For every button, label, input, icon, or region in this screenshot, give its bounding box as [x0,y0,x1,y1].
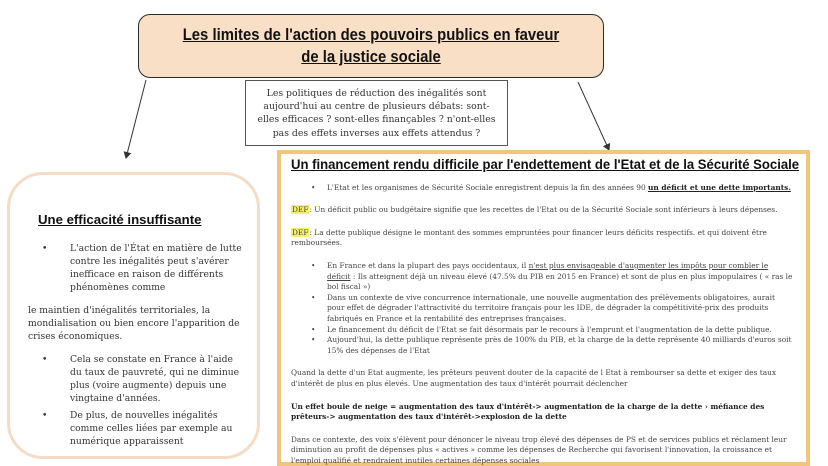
right-panel [277,150,810,466]
left-panel [7,172,260,459]
title-box [138,14,604,78]
arrow-to-left-box [126,80,146,158]
left-bullet-2: • Cela se constate en France à l'aide du taux de pauvreté, qui ne diminue plus (voire augmente) depuis une vingtaine d'années. [28,353,243,405]
main-title: Les limites de l'action des pouvoirs publics en faveur de la justice sociale [182,26,560,66]
question-text: Les politiques de réduction des inégalités sont aujourd'hui au centre de plusieurs débats: sont-elles efficaces ? sont-elles finançables ? n'ont-elles pas des effets inverses aux effets attendus ? [257,88,496,139]
question-box [245,80,508,146]
left-paragraph: le maintien d'inégalités territoriales, la mondialisation ou bien encore l'apparition de crises économiques. [28,305,240,342]
def-label: DEF [292,227,309,237]
right-bullet-1: • L'Etat et les organismes de Sécurité Sociale enregistrent depuis la fin des années 90 un déficit et une dette importants. [287,183,794,194]
definition-deficit: DEF: Un déficit public ou budgétaire signifie que les recettes de l'Etat ou de la Sécurité Sociale sont inférieurs à leurs dépenses. [292,205,778,215]
right-paragraph-1: Quand la dette d'un Etat augmente, les prêteurs peuvent douter de la capacité de l Etat à rembourser sa dette et exiger des taux d'intérêt de plus en plus élevés. Une augmentation des taux d'intérêt pourrait déclencher [291,368,777,388]
right-paragraph-3: Dans ce contexte, des voix s'élèvent pour dénoncer le niveau trop élevé des dépenses de PS et de services publics et réclament leur diminution au profit de dépenses plus « actives » comme les dépenses de Recherche qui favorisent l'innovation, la croissance et l'emploi qualifié et rendraient inutiles certaines dépenses sociales [291,434,787,465]
right-bullet-5: • Aujourd'hui, la dette publique représente près de 100% du PIB, et la charge de la dette représente 40 milliards d'euros soit 15% des dépenses de l'Etat [287,335,794,356]
right-paragraph-snowball: Un effet boule de neige = augmentation des taux d'intérêt-> augmentation de la charge de la dette › méfiance des prêteurs-> augmentation des taux d'intérêt->explosion de la dette [291,401,765,422]
right-list-2 [287,261,794,356]
right-heading: Un financement rendu difficile par l'endettement de l'Etat et de la Sécurité Sociale [291,157,800,172]
left-list-2 [28,353,243,448]
right-bullet-4: • Le financement du déficit de l'Etat se fait désormais par le recours à l'emprunt et l'augmentation de la dette publique. [287,325,794,336]
emphasis-deficit: un déficit et une dette importants. [648,182,791,192]
left-list-1 [28,242,243,294]
arrow-to-right-box [578,82,609,150]
definition-dette: DEF: La dette publique désigne le montant des sommes empruntées pour financer leurs déficits respectifs. et qui doivent être remboursées. [291,227,767,248]
left-heading: Une efficacité insuffisante [38,212,202,227]
left-bullet-3: • De plus, de nouvelles inégalités comme celles liées par exemple au numérique apparaissent [28,409,243,448]
right-bullet-3: • Dans un contexte de vive concurrence internationale, une nouvelle augmentation des prélèvements obligatoires, aurait pour effet de dégrader l'attractivité du territoire français pour les IDE, de dégrader la compétitivité-prix des produits fabriqués en France et la rentabilité des entreprises françaises. [287,293,794,325]
def-label: DEF [292,205,309,215]
left-bullet-1: • L'action de l'État en matière de lutte contre les inégalités peut s'avérer inefficace en raison de différents phénomènes comme [28,242,243,294]
right-bullet-2: • En France et dans la plupart des pays occidentaux, il n'est plus envisageable d'augmenter les impôts pour combler le déficit : Ils atteignent déjà un niveau élevé (47.5% du PIB en 2015 en France) et sont de plus en plus impopulaires ( « ras le bol fiscal ») [287,261,794,293]
right-list-1 [287,183,794,194]
underlined-impots: n'est plus envisageable d'augmenter les impôts pour combler le déficit [327,260,769,281]
